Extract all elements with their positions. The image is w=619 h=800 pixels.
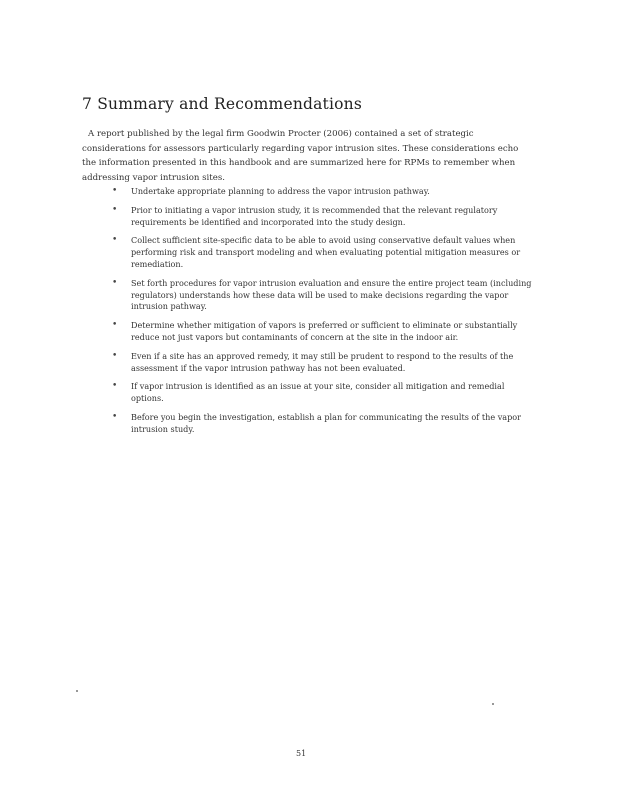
section-heading: 7 Summary and Recommendations (82, 95, 363, 113)
list-item-text: Determine whether mitigation of vapors is preferred or sufficient to eliminate or substantially reduce not just vapors but contaminants of concern at the site in the indoor air. (131, 320, 518, 342)
bullet-dot-icon: • (112, 235, 118, 246)
scan-speck (492, 703, 494, 705)
bullet-dot-icon: • (112, 411, 118, 422)
scan-speck (76, 690, 78, 692)
intro-paragraph (82, 127, 530, 185)
recommendations-list (112, 186, 532, 436)
bullet-dot-icon: • (112, 277, 118, 288)
list-item-text: If vapor intrusion is identified as an issue at your site, consider all mitigation and remedial options. (131, 381, 505, 404)
list-item-text: Even if a site has an approved remedy, it may still be prudent to respond to the results of the assessment if the vapor intrusion pathway has not been evaluated. (131, 350, 514, 373)
list-item (112, 320, 532, 344)
page-number: 51 (296, 749, 307, 758)
list-item-text: Before you begin the investigation, establish a plan for communicating the results of the vapor intrusion study. (131, 411, 522, 434)
bullet-dot-icon: • (112, 350, 118, 361)
list-item-text: Set forth procedures for vapor intrusion evaluation and ensure the entire project team (including regulators) understands how these data will be used to make decisions regarding the vapor intrusion pathway. (131, 277, 532, 312)
list-item-text: Prior to initiating a vapor intrusion study, it is recommended that the relevant regulatory requirements be identified and incorporated into the study design. (131, 204, 498, 227)
list-item (112, 412, 532, 436)
list-item (112, 235, 532, 270)
bullet-dot-icon: • (112, 320, 118, 331)
bullet-dot-icon: • (112, 186, 118, 196)
list-item (112, 278, 532, 313)
list-item (112, 186, 532, 198)
list-item (112, 351, 532, 375)
intro-text: A report published by the legal firm Goodwin Procter (2006) contained a set of strategic considerations for assessors particularly regarding vapor intrusion sites. These considerations echo the information presented in this handbook and are summarized here for RPMs to remember when addressing vapor intrusion sites. (82, 129, 519, 183)
list-item (112, 205, 532, 229)
list-item-text: Undertake appropriate planning to address the vapor intrusion pathway. (131, 186, 430, 196)
list-item (112, 381, 532, 405)
bullet-dot-icon: • (112, 381, 118, 392)
bullet-dot-icon: • (112, 204, 118, 215)
list-item-text: Collect sufficient site-specific data to be able to avoid using conservative default values when performing risk and transport modeling and when evaluating potential mitigation measures or remediation. (131, 235, 521, 269)
